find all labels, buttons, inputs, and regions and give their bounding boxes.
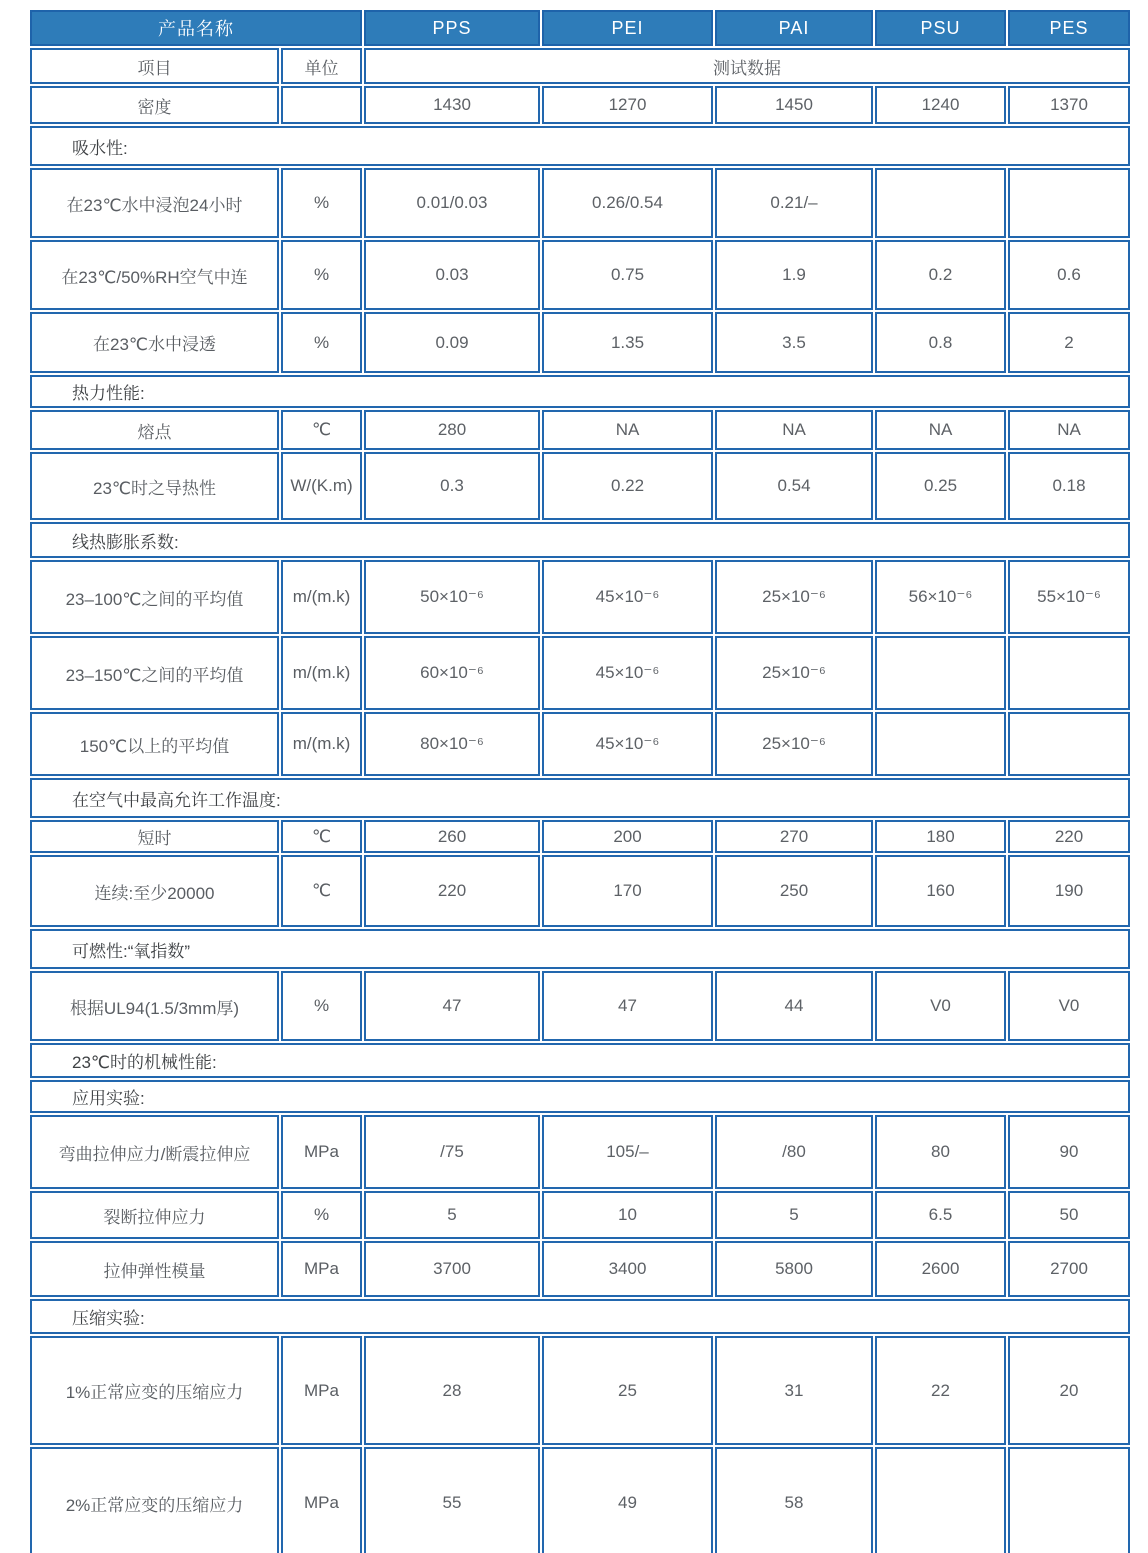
product-comparison-table — [28, 8, 1132, 1553]
section-row — [30, 778, 1130, 818]
row-unit-cell: ℃ — [281, 820, 362, 853]
value-cell: 6.5 — [875, 1191, 1006, 1239]
row-item-cell: 弯曲拉伸应力/断震拉伸应 — [30, 1115, 279, 1189]
value-cell: 45×10⁻⁶ — [542, 636, 713, 710]
value-cell: 22 — [875, 1336, 1006, 1445]
table-row — [30, 86, 1130, 124]
value-cell: 280 — [364, 410, 540, 450]
value-cell: 270 — [715, 820, 873, 853]
row-unit-cell: MPa — [281, 1336, 362, 1445]
value-cell: 80×10⁻⁶ — [364, 712, 540, 776]
table-row — [30, 10, 1130, 46]
section-label-cell: 应用实验: — [30, 1080, 1130, 1113]
value-cell: 50 — [1008, 1191, 1130, 1239]
value-cell — [1008, 712, 1130, 776]
table-row — [30, 1241, 1130, 1297]
table-row — [30, 240, 1130, 310]
value-cell: 190 — [1008, 855, 1130, 927]
row-item-cell: 裂断拉伸应力 — [30, 1191, 279, 1239]
value-cell: 28 — [364, 1336, 540, 1445]
value-cell: 0.3 — [364, 452, 540, 520]
value-cell: 20 — [1008, 1336, 1130, 1445]
section-label-cell: 吸水性: — [30, 126, 1130, 166]
row-unit-cell: m/(m.k) — [281, 560, 362, 634]
value-cell: 60×10⁻⁶ — [364, 636, 540, 710]
table-body — [30, 10, 1130, 1553]
column-header-pai: PAI — [715, 10, 873, 46]
value-cell: 0.2 — [875, 240, 1006, 310]
value-cell: 2600 — [875, 1241, 1006, 1297]
row-item-cell: 连续:至少20000 — [30, 855, 279, 927]
row-unit-cell: % — [281, 971, 362, 1041]
value-cell: 2 — [1008, 312, 1130, 373]
value-cell: 5 — [715, 1191, 873, 1239]
value-cell: 0.18 — [1008, 452, 1130, 520]
value-cell: 1450 — [715, 86, 873, 124]
row-item-cell: 23–150℃之间的平均值 — [30, 636, 279, 710]
test-data-merged-cell: 测试数据 — [364, 48, 1130, 84]
column-header-psu: PSU — [875, 10, 1006, 46]
value-cell: 47 — [542, 971, 713, 1041]
value-cell: 1.9 — [715, 240, 873, 310]
value-cell: 220 — [364, 855, 540, 927]
value-cell: 1240 — [875, 86, 1006, 124]
column-header-pes: PES — [1008, 10, 1130, 46]
value-cell: 0.25 — [875, 452, 1006, 520]
value-cell: V0 — [1008, 971, 1130, 1041]
section-row — [30, 929, 1130, 969]
table-row — [30, 971, 1130, 1041]
table-row — [30, 820, 1130, 853]
row-item-cell: 150℃以上的平均值 — [30, 712, 279, 776]
value-cell: 1.35 — [542, 312, 713, 373]
product-name-header-cell: 产品名称 — [30, 10, 362, 46]
value-cell: NA — [542, 410, 713, 450]
value-cell: 55×10⁻⁶ — [1008, 560, 1130, 634]
value-cell: 45×10⁻⁶ — [542, 560, 713, 634]
value-cell: 58 — [715, 1447, 873, 1553]
row-item-cell: 短时 — [30, 820, 279, 853]
column-header-pei: PEI — [542, 10, 713, 46]
value-cell: 25×10⁻⁶ — [715, 712, 873, 776]
value-cell: 0.6 — [1008, 240, 1130, 310]
section-label-cell: 热力性能: — [30, 375, 1130, 408]
value-cell: /75 — [364, 1115, 540, 1189]
value-cell: 105/– — [542, 1115, 713, 1189]
value-cell: 45×10⁻⁶ — [542, 712, 713, 776]
value-cell: 250 — [715, 855, 873, 927]
value-cell: 0.03 — [364, 240, 540, 310]
value-cell — [1008, 1447, 1130, 1553]
row-item-cell: 拉伸弹性模量 — [30, 1241, 279, 1297]
row-unit-cell: ℃ — [281, 410, 362, 450]
section-row — [30, 375, 1130, 408]
table-row — [30, 312, 1130, 373]
row-unit-cell: W/(K.m) — [281, 452, 362, 520]
row-item-cell: 2%正常应变的压缩应力 — [30, 1447, 279, 1553]
row-unit-cell: MPa — [281, 1241, 362, 1297]
row-unit-cell: m/(m.k) — [281, 636, 362, 710]
value-cell: 0.21/– — [715, 168, 873, 238]
row-unit-cell: % — [281, 312, 362, 373]
value-cell: 0.75 — [542, 240, 713, 310]
table-row — [30, 452, 1130, 520]
row-unit-cell — [281, 86, 362, 124]
value-cell: 56×10⁻⁶ — [875, 560, 1006, 634]
value-cell: 47 — [364, 971, 540, 1041]
section-row — [30, 1080, 1130, 1113]
value-cell: 50×10⁻⁶ — [364, 560, 540, 634]
row-item-cell: 在23℃水中浸泡24小时 — [30, 168, 279, 238]
table-row — [30, 48, 1130, 84]
value-cell: NA — [875, 410, 1006, 450]
value-cell: 80 — [875, 1115, 1006, 1189]
row-unit-cell: MPa — [281, 1115, 362, 1189]
table-row — [30, 1191, 1130, 1239]
row-unit-cell: MPa — [281, 1447, 362, 1553]
section-label-cell: 可燃性:“氧指数” — [30, 929, 1130, 969]
table-row — [30, 1115, 1130, 1189]
value-cell: 25 — [542, 1336, 713, 1445]
value-cell — [875, 712, 1006, 776]
value-cell: 1270 — [542, 86, 713, 124]
value-cell: 0.22 — [542, 452, 713, 520]
table-row — [30, 636, 1130, 710]
row-unit-cell: % — [281, 240, 362, 310]
row-item-cell: 在23℃/50%RH空气中连 — [30, 240, 279, 310]
value-cell: 0.09 — [364, 312, 540, 373]
table-row — [30, 560, 1130, 634]
row-unit-cell: % — [281, 168, 362, 238]
value-cell — [1008, 168, 1130, 238]
value-cell: 5 — [364, 1191, 540, 1239]
value-cell: 44 — [715, 971, 873, 1041]
section-row — [30, 1299, 1130, 1334]
value-cell: 2700 — [1008, 1241, 1130, 1297]
value-cell: V0 — [875, 971, 1006, 1041]
row-unit-cell: % — [281, 1191, 362, 1239]
value-cell: 260 — [364, 820, 540, 853]
row-item-cell: 23–100℃之间的平均值 — [30, 560, 279, 634]
value-cell: 25×10⁻⁶ — [715, 636, 873, 710]
table-row — [30, 855, 1130, 927]
section-label-cell: 线热膨胀系数: — [30, 522, 1130, 558]
value-cell — [875, 168, 1006, 238]
value-cell: 0.26/0.54 — [542, 168, 713, 238]
row-unit-cell: m/(m.k) — [281, 712, 362, 776]
value-cell: 3400 — [542, 1241, 713, 1297]
value-cell: 5800 — [715, 1241, 873, 1297]
value-cell: NA — [1008, 410, 1130, 450]
section-row — [30, 126, 1130, 166]
value-cell: 170 — [542, 855, 713, 927]
section-label-cell: 在空气中最高允许工作温度: — [30, 778, 1130, 818]
value-cell: 3700 — [364, 1241, 540, 1297]
value-cell: 49 — [542, 1447, 713, 1553]
section-row — [30, 1043, 1130, 1078]
row-item-cell: 根据UL94(1.5/3mm厚) — [30, 971, 279, 1041]
value-cell: 55 — [364, 1447, 540, 1553]
table-row — [30, 712, 1130, 776]
value-cell: 1370 — [1008, 86, 1130, 124]
value-cell — [1008, 636, 1130, 710]
row-unit-cell: ℃ — [281, 855, 362, 927]
table-row — [30, 168, 1130, 238]
value-cell: 3.5 — [715, 312, 873, 373]
value-cell: 0.8 — [875, 312, 1006, 373]
value-cell: 200 — [542, 820, 713, 853]
row-item-cell: 熔点 — [30, 410, 279, 450]
value-cell — [875, 1447, 1006, 1553]
section-label-cell: 压缩实验: — [30, 1299, 1130, 1334]
value-cell: 0.54 — [715, 452, 873, 520]
row-item-cell: 1%正常应变的压缩应力 — [30, 1336, 279, 1445]
table-row — [30, 410, 1130, 450]
value-cell: 180 — [875, 820, 1006, 853]
section-row — [30, 522, 1130, 558]
value-cell: 1430 — [364, 86, 540, 124]
value-cell: 10 — [542, 1191, 713, 1239]
table-row — [30, 1447, 1130, 1553]
row-item-cell: 在23℃水中浸透 — [30, 312, 279, 373]
value-cell — [875, 636, 1006, 710]
value-cell: 220 — [1008, 820, 1130, 853]
value-cell: 25×10⁻⁶ — [715, 560, 873, 634]
item-label-cell: 项目 — [30, 48, 279, 84]
table-row — [30, 1336, 1130, 1445]
unit-label-cell: 单位 — [281, 48, 362, 84]
row-item-cell: 密度 — [30, 86, 279, 124]
value-cell: 160 — [875, 855, 1006, 927]
value-cell: 31 — [715, 1336, 873, 1445]
value-cell: /80 — [715, 1115, 873, 1189]
value-cell: NA — [715, 410, 873, 450]
value-cell: 0.01/0.03 — [364, 168, 540, 238]
row-item-cell: 23℃时之导热性 — [30, 452, 279, 520]
value-cell: 90 — [1008, 1115, 1130, 1189]
column-header-pps: PPS — [364, 10, 540, 46]
section-label-cell: 23℃时的机械性能: — [30, 1043, 1130, 1078]
